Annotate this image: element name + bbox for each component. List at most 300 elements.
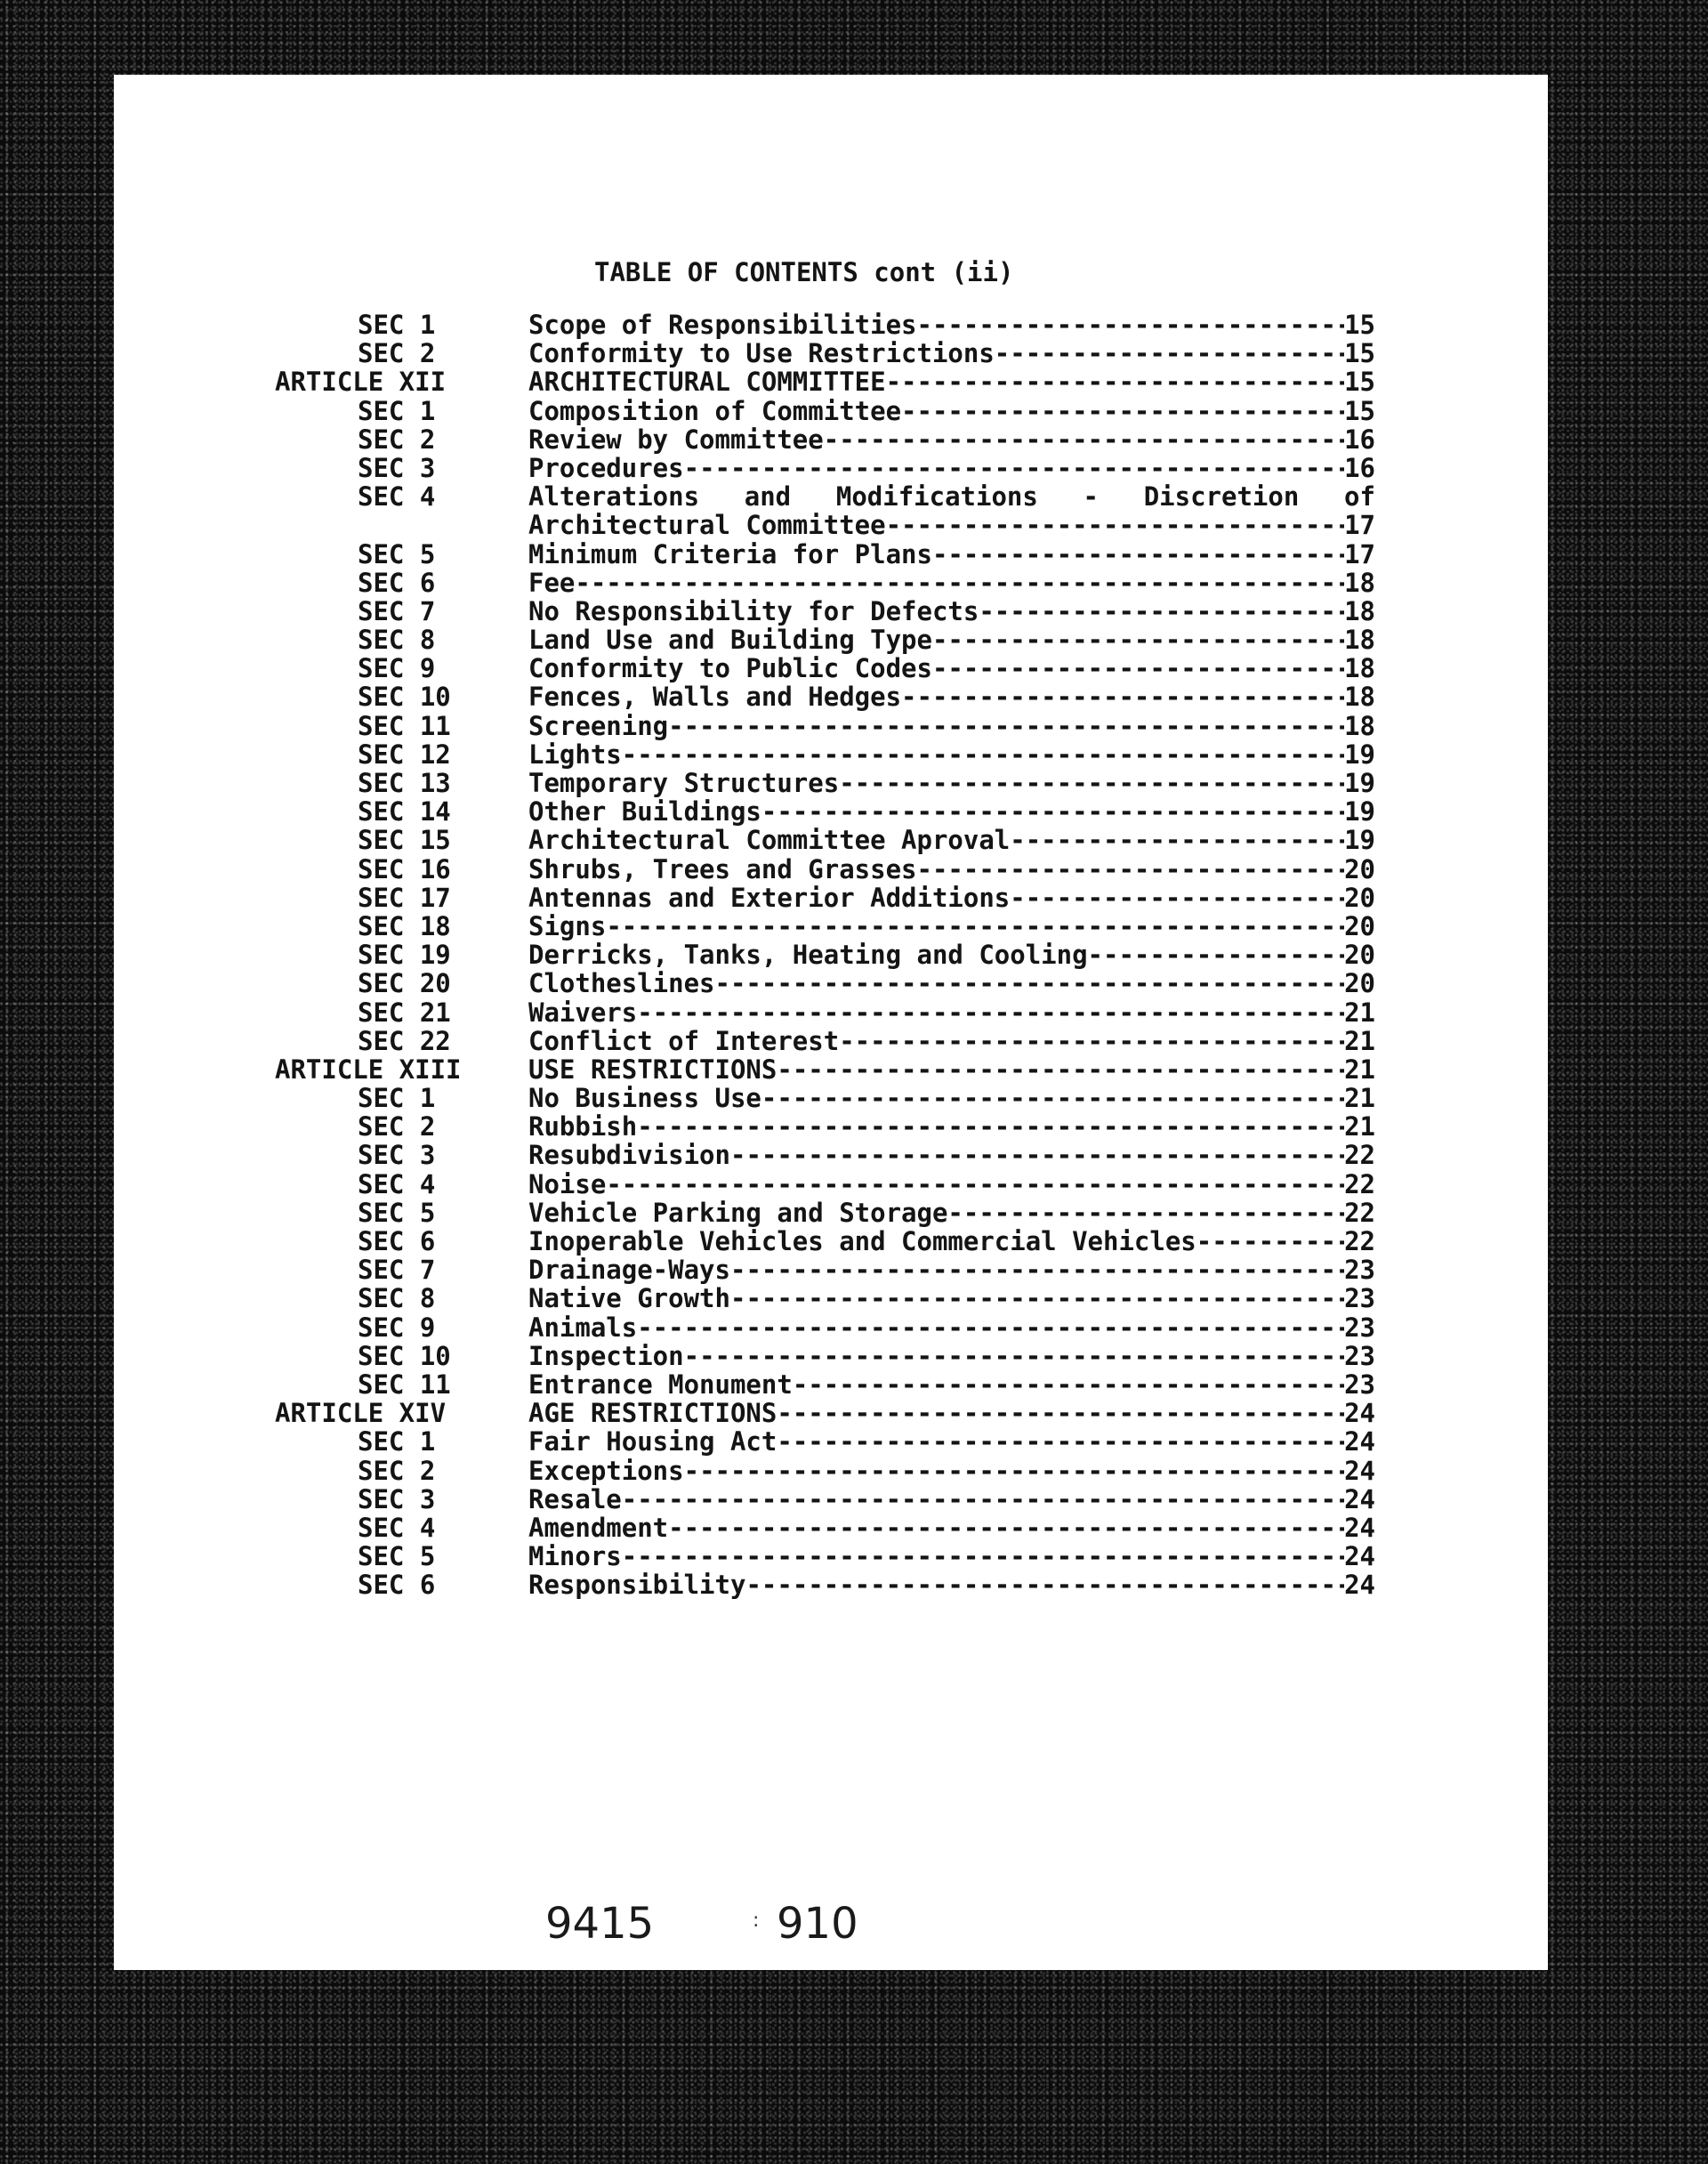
leader-dashes xyxy=(979,597,1344,626)
toc-entry-title: Vehicle Parking and Storage xyxy=(528,1197,948,1228)
toc-entry-title: Lights xyxy=(528,739,622,770)
toc-entry xyxy=(528,1170,1375,1199)
toc-row xyxy=(114,1370,1548,1399)
toc-entry-title: Antennas and Exterior Additions xyxy=(528,882,1011,913)
leader-dashes xyxy=(684,1457,1344,1485)
toc-leader-line xyxy=(528,1427,1375,1456)
toc-entry-title: Architectural Committee Aproval xyxy=(528,825,1011,856)
toc-leader-line xyxy=(528,311,1375,339)
section-label: SEC 13 xyxy=(358,768,451,799)
toc-leader-line xyxy=(528,1199,1375,1227)
toc-page-number: 18 xyxy=(1344,595,1375,626)
table-of-contents xyxy=(114,311,1548,1599)
toc-entry-title: No Business Use xyxy=(528,1083,761,1114)
toc-entry xyxy=(528,454,1375,482)
toc-entry xyxy=(528,855,1375,884)
stamp-separator: : xyxy=(753,1910,760,1932)
section-label: SEC 1 xyxy=(358,1426,436,1457)
leader-dashes xyxy=(668,1514,1344,1542)
toc-entry-title: Derricks, Tanks, Heating and Cooling xyxy=(528,940,1088,971)
toc-entry xyxy=(528,367,1375,396)
toc-entry-title: AGE RESTRICTIONS xyxy=(528,1398,777,1429)
toc-row xyxy=(114,826,1548,854)
toc-leader-line xyxy=(528,855,1375,884)
toc-entry xyxy=(528,712,1375,740)
toc-row xyxy=(114,311,1548,339)
toc-entry xyxy=(528,1256,1375,1284)
toc-page-number: 23 xyxy=(1344,1312,1375,1343)
toc-row xyxy=(114,1457,1548,1485)
leader-dashes xyxy=(730,1284,1344,1312)
toc-entry xyxy=(528,1027,1375,1055)
toc-entry-title: Other Buildings xyxy=(528,796,761,828)
toc-page-number: 21 xyxy=(1344,1054,1375,1085)
toc-row xyxy=(114,1199,1548,1227)
toc-row xyxy=(114,1055,1548,1084)
section-label: SEC 10 xyxy=(358,1340,451,1371)
section-label: SEC 8 xyxy=(358,625,436,656)
toc-page-number: 24 xyxy=(1344,1398,1375,1429)
toc-row xyxy=(114,1284,1548,1312)
leader-dashes xyxy=(730,1256,1344,1284)
toc-entry-title: Scope of Responsibilities xyxy=(528,310,917,340)
leader-dashes xyxy=(839,1027,1344,1055)
toc-row xyxy=(114,654,1548,682)
toc-page-number: 15 xyxy=(1344,310,1375,340)
section-label: SEC 9 xyxy=(358,1312,436,1343)
toc-row xyxy=(114,855,1548,884)
toc-entry-title: Responsibility xyxy=(528,1570,746,1601)
toc-entry-word: Discretion xyxy=(1143,481,1300,513)
section-label: SEC 17 xyxy=(358,882,451,913)
toc-entry xyxy=(528,912,1375,941)
leader-dashes xyxy=(917,311,1345,339)
toc-entry-word: - xyxy=(1083,481,1100,513)
toc-entry xyxy=(528,884,1375,912)
toc-leader-line xyxy=(528,712,1375,740)
toc-page-number: 18 xyxy=(1344,625,1375,656)
toc-entry-title: Conformity to Use Restrictions xyxy=(528,338,995,369)
leader-dashes xyxy=(1196,1227,1344,1256)
leader-dashes xyxy=(637,998,1344,1027)
toc-entry-title: Minimum Criteria for Plans xyxy=(528,538,932,569)
toc-leader-line xyxy=(528,1313,1375,1342)
toc-page-number: 24 xyxy=(1344,1455,1375,1486)
toc-entry xyxy=(528,654,1375,682)
toc-entry-title: Fences, Walls and Hedges xyxy=(528,682,902,713)
toc-leader-line xyxy=(528,1542,1375,1571)
leader-dashes xyxy=(901,682,1344,711)
toc-row xyxy=(114,1427,1548,1456)
leader-dashes xyxy=(917,855,1345,884)
toc-entry xyxy=(528,797,1375,826)
toc-leader-line xyxy=(528,941,1375,969)
section-label: SEC 11 xyxy=(358,710,451,741)
section-label: SEC 3 xyxy=(358,452,436,483)
leader-dashes xyxy=(777,1055,1344,1084)
toc-leader-line xyxy=(528,654,1375,682)
toc-entry xyxy=(528,1084,1375,1112)
toc-leader-line xyxy=(528,769,1375,797)
toc-row xyxy=(114,1112,1548,1141)
toc-page-number: 19 xyxy=(1344,825,1375,856)
toc-row xyxy=(114,397,1548,425)
toc-entry-title: Native Growth xyxy=(528,1283,730,1314)
toc-entry-title: Entrance Monument xyxy=(528,1369,793,1400)
toc-row xyxy=(114,1027,1548,1055)
toc-leader-line xyxy=(528,1571,1375,1599)
leader-dashes xyxy=(1010,884,1344,912)
toc-page-number: 15 xyxy=(1344,395,1375,426)
section-label: SEC 1 xyxy=(358,395,436,426)
toc-page-number: 21 xyxy=(1344,1025,1375,1056)
toc-page-number: 21 xyxy=(1344,997,1375,1028)
section-label: SEC 18 xyxy=(358,910,451,941)
section-label: SEC 4 xyxy=(358,481,436,513)
section-label: SEC 19 xyxy=(358,940,451,971)
section-label: SEC 10 xyxy=(358,682,451,713)
toc-row xyxy=(114,1084,1548,1112)
section-label: SEC 14 xyxy=(358,796,451,828)
toc-leader-line xyxy=(528,339,1375,367)
toc-entry xyxy=(528,1112,1375,1141)
leader-dashes xyxy=(839,769,1344,797)
toc-page-number: 16 xyxy=(1344,424,1375,455)
toc-row xyxy=(114,1170,1548,1199)
leader-dashes xyxy=(684,1342,1344,1370)
document-stamp-number-right: 910 xyxy=(777,1899,858,1949)
toc-page-number: 19 xyxy=(1344,739,1375,770)
leader-dashes xyxy=(637,1313,1344,1342)
toc-row xyxy=(114,941,1548,969)
leader-dashes xyxy=(886,367,1345,396)
toc-row xyxy=(114,969,1548,997)
leader-dashes xyxy=(761,797,1344,826)
toc-entry-title: Shrubs, Trees and Grasses xyxy=(528,853,917,884)
section-label: SEC 9 xyxy=(358,653,436,684)
leader-dashes xyxy=(668,712,1344,740)
toc-leader-line xyxy=(528,425,1375,454)
toc-entry-title: Land Use and Building Type xyxy=(528,625,932,656)
toc-leader-line xyxy=(528,682,1375,711)
toc-entry xyxy=(528,1313,1375,1342)
section-label: SEC 3 xyxy=(358,1483,436,1514)
toc-entry xyxy=(528,397,1375,425)
section-label: SEC 2 xyxy=(358,1455,436,1486)
section-label: SEC 6 xyxy=(358,1226,436,1257)
toc-leader-line xyxy=(528,1485,1375,1514)
toc-page-number: 18 xyxy=(1344,682,1375,713)
section-label: SEC 7 xyxy=(358,595,436,626)
toc-entry-title: Resale xyxy=(528,1483,622,1514)
section-label: SEC 2 xyxy=(358,1111,436,1143)
document-body xyxy=(114,75,1548,1970)
section-label: SEC 6 xyxy=(358,567,436,598)
toc-row xyxy=(114,797,1548,826)
toc-row xyxy=(114,540,1548,569)
toc-entry xyxy=(528,769,1375,797)
leader-dashes xyxy=(932,654,1344,682)
toc-entry-word: Alterations xyxy=(528,481,700,513)
toc-entry-title: Waivers xyxy=(528,997,638,1028)
section-label: SEC 1 xyxy=(358,310,436,340)
toc-entry-title: Composition of Committee xyxy=(528,395,902,426)
leader-dashes xyxy=(730,1141,1344,1169)
toc-row xyxy=(114,682,1548,711)
toc-entry-title: USE RESTRICTIONS xyxy=(528,1054,777,1085)
toc-entry xyxy=(528,597,1375,626)
section-label: SEC 16 xyxy=(358,853,451,884)
leader-dashes xyxy=(793,1370,1344,1399)
toc-page-number: 21 xyxy=(1344,1083,1375,1114)
toc-entry xyxy=(528,1227,1375,1256)
toc-leader-line xyxy=(528,998,1375,1027)
toc-page-number: 22 xyxy=(1344,1168,1375,1199)
toc-row xyxy=(114,1485,1548,1514)
leader-dashes xyxy=(637,1112,1344,1141)
section-label: SEC 1 xyxy=(358,1083,436,1114)
toc-page-number: 24 xyxy=(1344,1541,1375,1572)
toc-entry-title: No Responsibility for Defects xyxy=(528,595,979,626)
toc-entry xyxy=(528,941,1375,969)
leader-dashes xyxy=(995,339,1344,367)
leader-dashes xyxy=(622,1485,1344,1514)
toc-page-number: 20 xyxy=(1344,853,1375,884)
toc-page-number: 18 xyxy=(1344,653,1375,684)
toc-page-number: 23 xyxy=(1344,1369,1375,1400)
toc-row xyxy=(114,912,1548,941)
section-label: SEC 11 xyxy=(358,1369,451,1400)
section-label: SEC 22 xyxy=(358,1025,451,1056)
toc-entry-title: Signs xyxy=(528,910,607,941)
toc-row xyxy=(114,597,1548,626)
leader-dashes xyxy=(1088,941,1345,969)
toc-entry xyxy=(528,1342,1375,1370)
toc-entry-title: Noise xyxy=(528,1168,607,1199)
leader-dashes xyxy=(745,1571,1344,1599)
toc-page-number: 22 xyxy=(1344,1226,1375,1257)
toc-entry-title-line-1 xyxy=(528,482,1375,511)
page-title: TABLE OF CONTENTS cont (ii) xyxy=(594,257,1014,287)
toc-page-number: 18 xyxy=(1344,710,1375,741)
section-label: SEC 15 xyxy=(358,825,451,856)
toc-row xyxy=(114,569,1548,597)
toc-page-number: 18 xyxy=(1344,567,1375,598)
toc-entry-title: Inoperable Vehicles and Commercial Vehicles xyxy=(528,1226,1196,1257)
toc-leader-line xyxy=(528,1342,1375,1370)
toc-entry xyxy=(528,1284,1375,1312)
toc-entry xyxy=(528,1141,1375,1169)
toc-entry-title: Fee xyxy=(528,567,576,598)
toc-entry-title: Conflict of Interest xyxy=(528,1025,840,1056)
toc-entry-title: Architectural Committee xyxy=(528,510,886,541)
toc-entry-title: Drainage-Ways xyxy=(528,1255,730,1286)
section-label: SEC 12 xyxy=(358,739,451,770)
toc-page-number: 17 xyxy=(1344,538,1375,569)
toc-leader-line xyxy=(528,1227,1375,1256)
toc-leader-line xyxy=(528,367,1375,396)
toc-page-number: 24 xyxy=(1344,1426,1375,1457)
toc-entry xyxy=(528,682,1375,711)
toc-row xyxy=(114,769,1548,797)
article-label: ARTICLE XIV xyxy=(275,1398,447,1429)
document-stamp-number-left: 9415 xyxy=(545,1899,655,1949)
toc-row xyxy=(114,884,1548,912)
toc-page-number: 22 xyxy=(1344,1140,1375,1171)
leader-dashes xyxy=(932,540,1344,569)
toc-entry xyxy=(528,626,1375,654)
toc-row xyxy=(114,712,1548,740)
toc-entry xyxy=(528,569,1375,597)
toc-leader-line xyxy=(528,1514,1375,1542)
toc-entry-title: Resubdivision xyxy=(528,1140,730,1171)
toc-entry xyxy=(528,311,1375,339)
toc-leader-line xyxy=(528,1112,1375,1141)
toc-page-number: 23 xyxy=(1344,1283,1375,1314)
section-label: SEC 5 xyxy=(358,1197,436,1228)
toc-page-number: 20 xyxy=(1344,910,1375,941)
toc-page-number: 20 xyxy=(1344,940,1375,971)
toc-entry xyxy=(528,1457,1375,1485)
toc-page-number: 20 xyxy=(1344,882,1375,913)
section-label: SEC 2 xyxy=(358,338,436,369)
toc-leader-line xyxy=(528,1055,1375,1084)
toc-entry-title: ARCHITECTURAL COMMITTEE xyxy=(528,367,886,398)
toc-leader-line xyxy=(528,1256,1375,1284)
toc-row xyxy=(114,367,1548,396)
toc-entry-word: of xyxy=(1344,481,1375,513)
toc-entry xyxy=(528,1055,1375,1084)
toc-leader-line xyxy=(528,1370,1375,1399)
leader-dashes xyxy=(575,569,1344,597)
toc-entry-title: Amendment xyxy=(528,1512,669,1543)
toc-row xyxy=(114,1256,1548,1284)
leader-dashes xyxy=(606,1170,1344,1199)
leader-dashes xyxy=(606,912,1344,941)
toc-leader-line xyxy=(528,1170,1375,1199)
leader-dashes xyxy=(886,511,1345,539)
toc-leader-line xyxy=(528,540,1375,569)
section-label: SEC 6 xyxy=(358,1570,436,1601)
section-label: SEC 21 xyxy=(358,997,451,1028)
toc-leader-line xyxy=(528,626,1375,654)
toc-entry-word: and xyxy=(744,481,792,513)
toc-leader-line xyxy=(528,884,1375,912)
toc-leader-line xyxy=(528,912,1375,941)
toc-leader-line xyxy=(528,597,1375,626)
toc-leader-line xyxy=(528,797,1375,826)
toc-row xyxy=(114,1141,1548,1169)
leader-dashes xyxy=(1010,826,1344,854)
leader-dashes xyxy=(824,425,1344,454)
toc-entry xyxy=(528,1571,1375,1599)
toc-row xyxy=(114,425,1548,454)
leader-dashes xyxy=(947,1199,1344,1227)
toc-page-number: 16 xyxy=(1344,452,1375,483)
document-page xyxy=(114,75,1548,1970)
toc-page-number: 22 xyxy=(1344,1197,1375,1228)
toc-row xyxy=(114,1227,1548,1256)
toc-leader-line xyxy=(528,969,1375,997)
toc-row xyxy=(114,339,1548,367)
leader-dashes xyxy=(761,1084,1344,1112)
toc-leader-line xyxy=(528,454,1375,482)
toc-page-number: 24 xyxy=(1344,1483,1375,1514)
article-label: ARTICLE XII xyxy=(275,367,447,398)
toc-page-number: 19 xyxy=(1344,768,1375,799)
toc-entry xyxy=(528,482,1375,539)
toc-entry xyxy=(528,1399,1375,1427)
toc-row xyxy=(114,1342,1548,1370)
toc-entry xyxy=(528,425,1375,454)
toc-entry-title: Inspection xyxy=(528,1340,684,1371)
toc-entry xyxy=(528,740,1375,769)
toc-entry-title: Conformity to Public Codes xyxy=(528,653,932,684)
toc-row xyxy=(114,1399,1548,1427)
toc-entry xyxy=(528,1542,1375,1571)
leader-dashes xyxy=(932,626,1344,654)
section-label: SEC 2 xyxy=(358,424,436,455)
toc-entry xyxy=(528,1427,1375,1456)
toc-page-number: 19 xyxy=(1344,796,1375,828)
toc-page-number: 17 xyxy=(1344,510,1375,541)
leader-dashes xyxy=(622,1542,1344,1571)
leader-dashes xyxy=(715,969,1345,997)
toc-entry-title: Review by Committee xyxy=(528,424,824,455)
toc-entry xyxy=(528,1485,1375,1514)
toc-entry-title: Minors xyxy=(528,1541,622,1572)
toc-leader-line xyxy=(528,1399,1375,1427)
toc-entry xyxy=(528,1370,1375,1399)
toc-row xyxy=(114,626,1548,654)
toc-row xyxy=(114,482,1548,539)
toc-page-number: 24 xyxy=(1344,1512,1375,1543)
toc-entry-title: Animals xyxy=(528,1312,638,1343)
toc-row xyxy=(114,1542,1548,1571)
toc-row xyxy=(114,998,1548,1027)
section-label: SEC 8 xyxy=(358,1283,436,1314)
section-label: SEC 7 xyxy=(358,1255,436,1286)
leader-dashes xyxy=(777,1399,1344,1427)
toc-entry-title: Exceptions xyxy=(528,1455,684,1486)
toc-page-number: 24 xyxy=(1344,1570,1375,1601)
toc-entry-title: Procedures xyxy=(528,452,684,483)
toc-entry-title: Screening xyxy=(528,710,669,741)
toc-entry-title: Clotheslines xyxy=(528,968,715,999)
section-label: SEC 3 xyxy=(358,1140,436,1171)
toc-entry xyxy=(528,1514,1375,1542)
toc-leader-line xyxy=(528,1457,1375,1485)
toc-page-number: 21 xyxy=(1344,1111,1375,1143)
toc-entry xyxy=(528,339,1375,367)
toc-page-number: 15 xyxy=(1344,338,1375,369)
section-label: SEC 4 xyxy=(358,1168,436,1199)
toc-entry xyxy=(528,998,1375,1027)
leader-dashes xyxy=(901,397,1344,425)
toc-leader-line xyxy=(528,1027,1375,1055)
article-label: ARTICLE XIII xyxy=(275,1054,462,1085)
toc-entry-title: Rubbish xyxy=(528,1111,638,1143)
toc-entry xyxy=(528,826,1375,854)
toc-page-number: 23 xyxy=(1344,1255,1375,1286)
toc-leader-line xyxy=(528,397,1375,425)
toc-entry xyxy=(528,540,1375,569)
leader-dashes xyxy=(684,454,1344,482)
toc-row xyxy=(114,1313,1548,1342)
leader-dashes xyxy=(777,1427,1344,1456)
toc-row xyxy=(114,454,1548,482)
toc-leader-line xyxy=(528,1284,1375,1312)
